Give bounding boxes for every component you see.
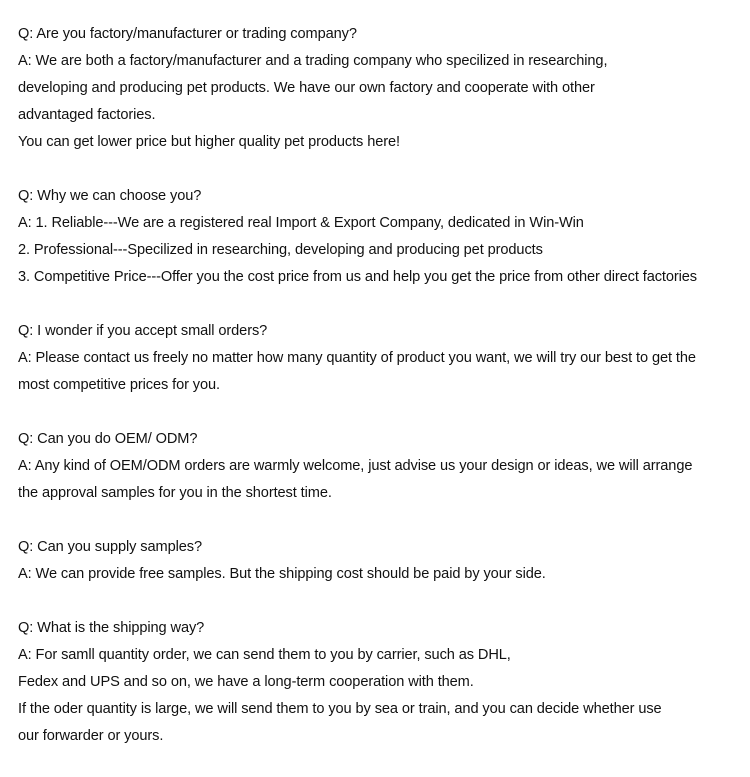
faq-item-small-orders [18, 318, 743, 399]
section-spacer [18, 156, 743, 183]
answer-text: A: We can provide free samples. But the shipping cost should be paid by your side. [18, 566, 546, 582]
answer-text: the approval samples for you in the shortest time. [18, 485, 332, 501]
answer-text: You can get lower price but higher quality pet products here! [18, 134, 400, 150]
answer-text: A: Please contact us freely no matter how many quantity of product you want, we will try our best to get the [18, 350, 696, 366]
answer-text: 2. Professional---Specilized in researching, developing and producing pet products [18, 242, 543, 258]
answer-text: developing and producing pet products. We have our own factory and cooperate with other [18, 80, 595, 96]
answer-text: If the oder quantity is large, we will send them to you by sea or train, and you can decide whether use [18, 701, 662, 717]
question-text: Q: Can you do OEM/ ODM? [18, 431, 198, 447]
answer-text: A: Any kind of OEM/ODM orders are warmly welcome, just advise us your design or ideas, we will arrange [18, 458, 693, 474]
answer-text: advantaged factories. [18, 107, 156, 123]
question-text: Q: Why we can choose you? [18, 188, 202, 204]
faq-document [18, 21, 743, 750]
answer-text: Fedex and UPS and so on, we have a long-term cooperation with them. [18, 674, 474, 690]
question-text: Q: What is the shipping way? [18, 620, 205, 636]
answer-text: A: 1. Reliable---We are a registered real Import & Export Company, dedicated in Win-Win [18, 215, 584, 231]
answer-text: our forwarder or yours. [18, 728, 164, 744]
faq-item-shipping [18, 615, 743, 750]
question-text: Q: I wonder if you accept small orders? [18, 323, 268, 339]
section-spacer [18, 588, 743, 615]
faq-item-why-choose [18, 183, 743, 291]
section-spacer [18, 291, 743, 318]
faq-item-oem-odm [18, 426, 743, 507]
section-spacer [18, 399, 743, 426]
answer-text: A: For samll quantity order, we can send them to you by carrier, such as DHL, [18, 647, 511, 663]
faq-item-factory [18, 21, 743, 156]
question-text: Q: Can you supply samples? [18, 539, 202, 555]
question-text: Q: Are you factory/manufacturer or trading company? [18, 26, 357, 42]
section-spacer [18, 507, 743, 534]
answer-text: A: We are both a factory/manufacturer and a trading company who specilized in researching, [18, 53, 608, 69]
answer-text: 3. Competitive Price---Offer you the cost price from us and help you get the price from other direct factories [18, 269, 697, 285]
answer-text: most competitive prices for you. [18, 377, 220, 393]
faq-item-samples [18, 534, 743, 588]
